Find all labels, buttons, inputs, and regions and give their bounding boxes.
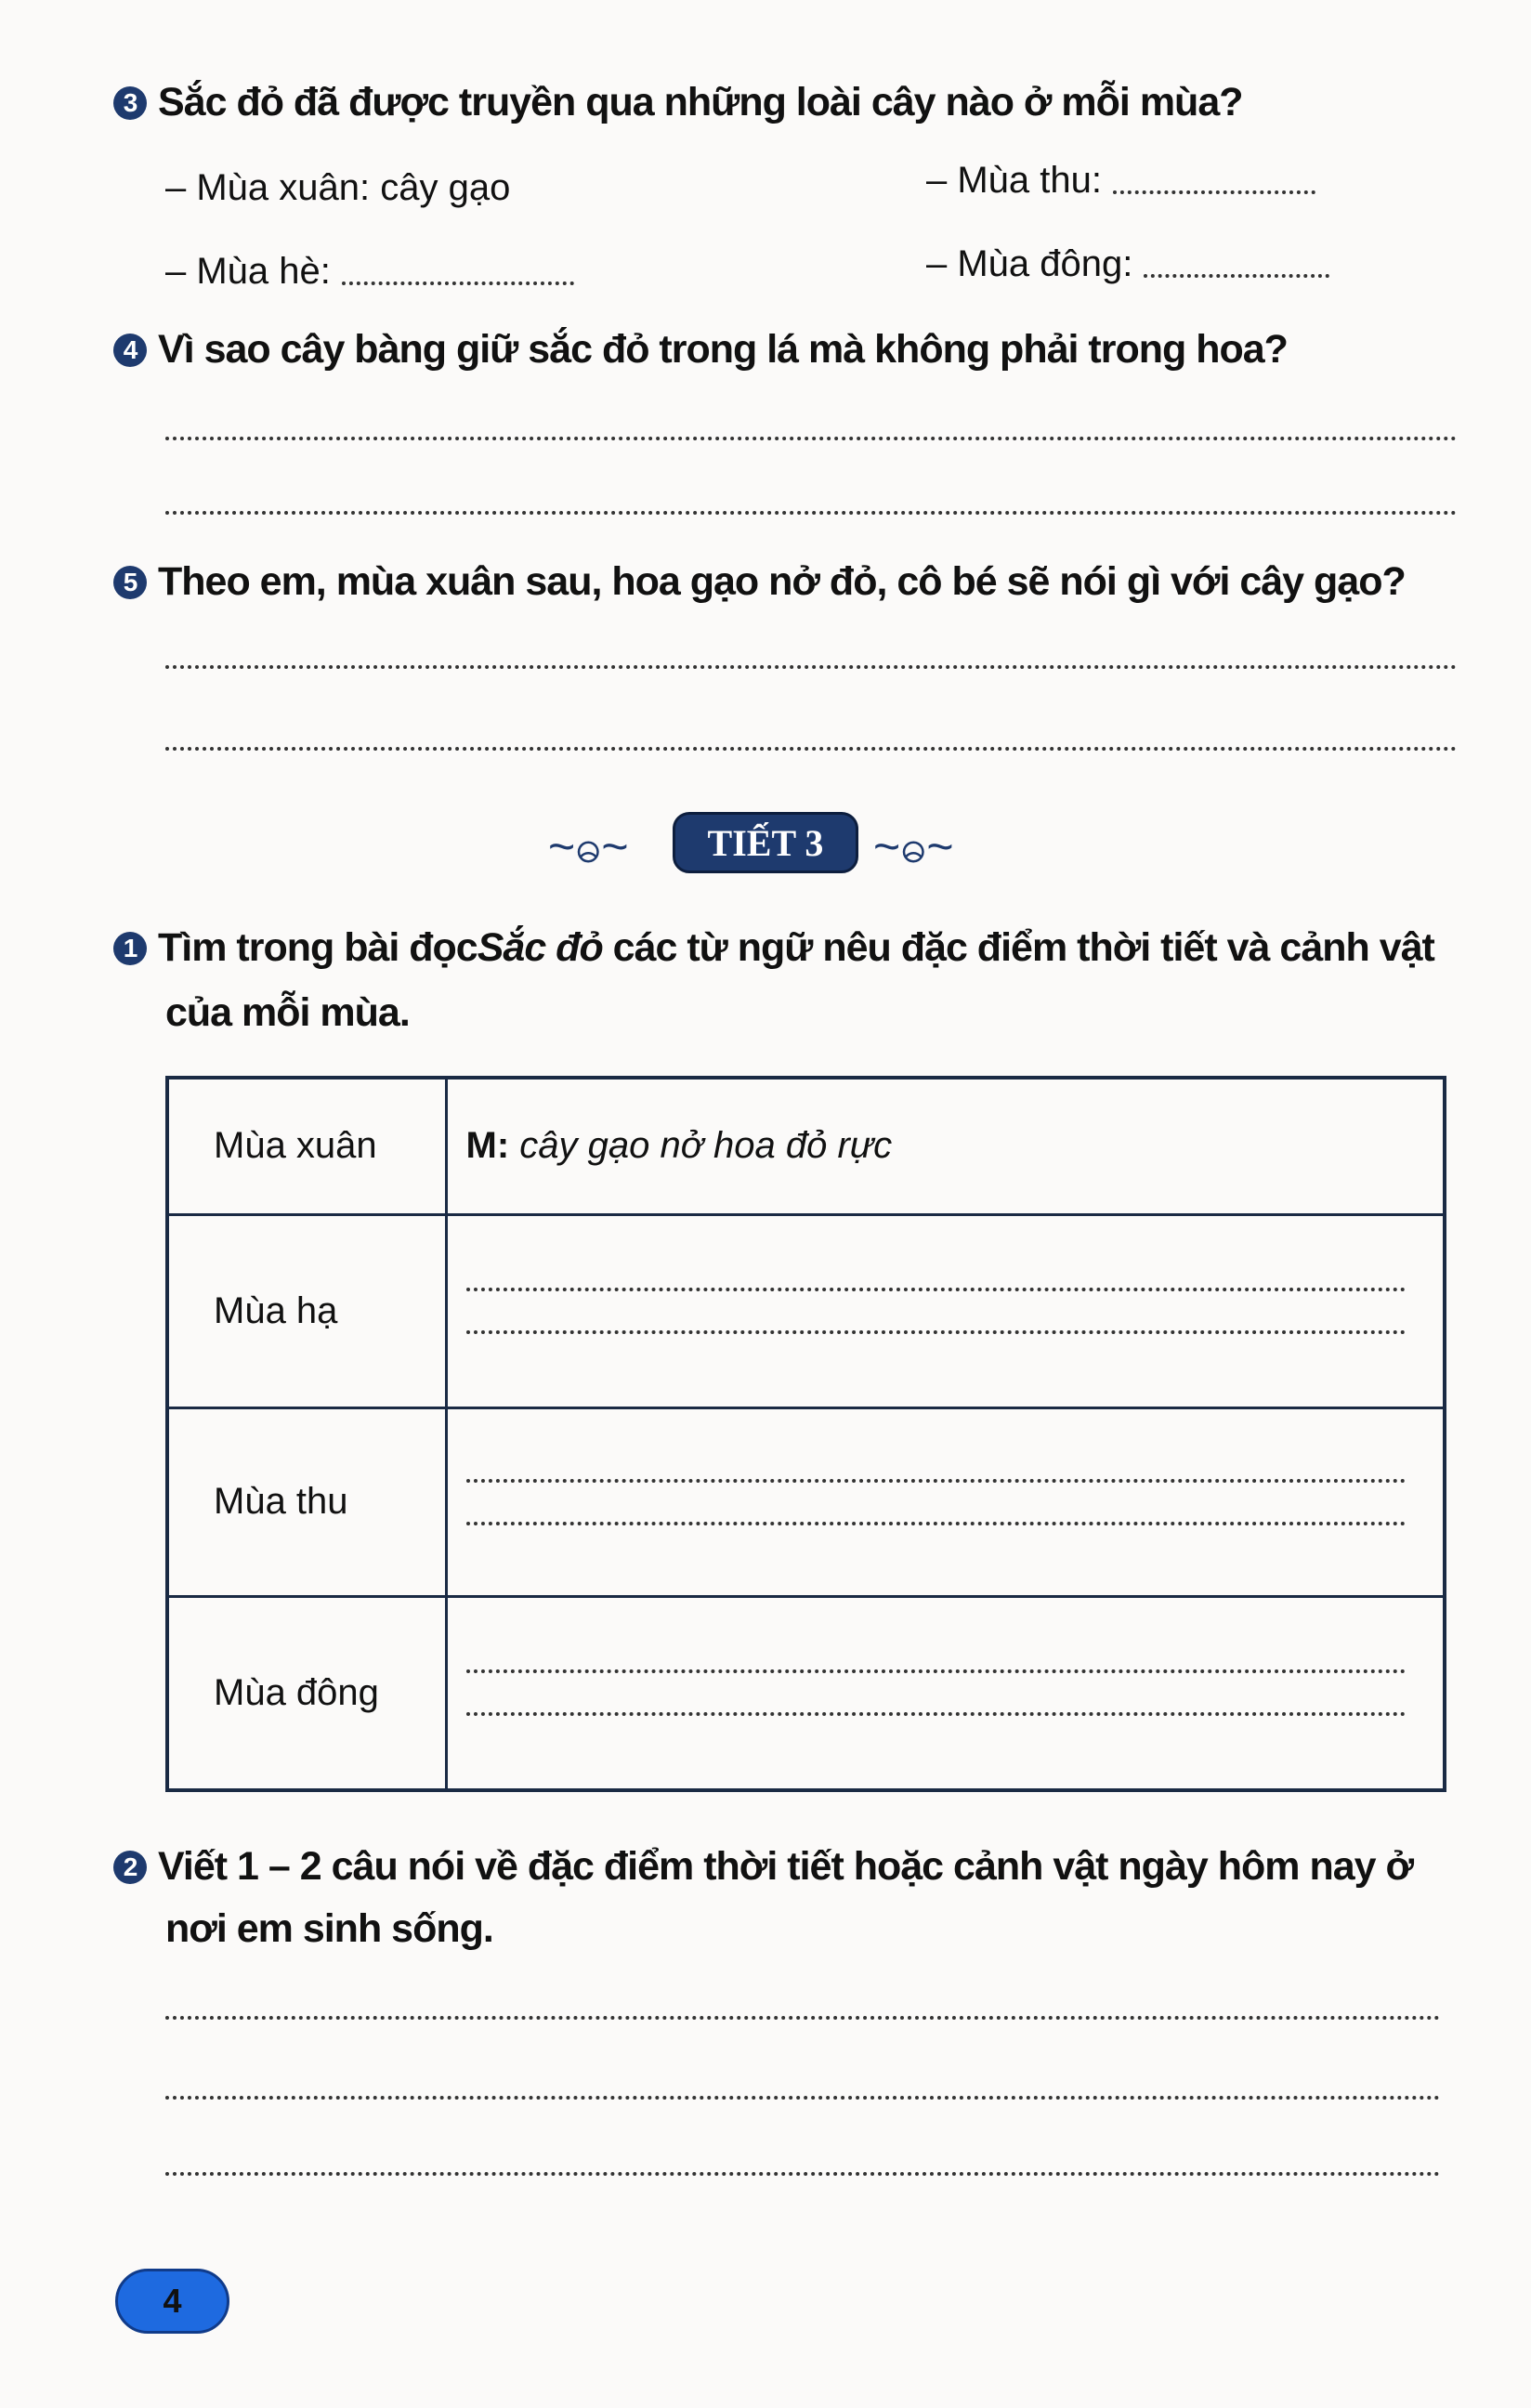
table-row [167, 1596, 1445, 1790]
answer-line[interactable] [165, 511, 1457, 515]
label: – Mùa thu: [926, 160, 1103, 201]
answer-line[interactable] [165, 747, 1457, 751]
task-number: 1 [113, 932, 147, 965]
answer-line[interactable] [466, 1669, 1407, 1673]
table-row [167, 1407, 1445, 1596]
ornament-left-icon: ~ဓ~ [548, 820, 629, 872]
question-text: Theo em, mùa xuân sau, hoa gạo nở đỏ, cô bé sẽ nói gì với cây gạo? [158, 559, 1406, 604]
task-1 [113, 925, 1434, 971]
question-text: Sắc đỏ đã được truyền qua những loài cây nào ở mỗi mùa? [158, 80, 1243, 124]
answer-line[interactable] [466, 1288, 1407, 1291]
table-row [167, 1214, 1445, 1407]
task-1-line2: của mỗi mùa. [165, 990, 410, 1035]
question-3 [113, 80, 1243, 125]
seasons-table [165, 1076, 1446, 1792]
ornament-right-icon: ~ဓ~ [873, 820, 954, 872]
answer-line[interactable] [165, 2172, 1440, 2176]
task-number: 2 [113, 1851, 147, 1884]
answer-summer[interactable] [165, 251, 574, 293]
answer-autumn[interactable] [926, 160, 1315, 202]
answer-line[interactable] [165, 665, 1457, 669]
answer-cell[interactable] [446, 1596, 1445, 1790]
task-text: Viết 1 – 2 câu nói về đặc điểm thời tiết hoặc cảnh vật ngày hôm nay ở [158, 1844, 1414, 1889]
answer-line[interactable] [466, 1330, 1407, 1334]
answer-cell[interactable] [446, 1407, 1445, 1596]
season-cell: Mùa hạ [167, 1214, 446, 1407]
answer-line[interactable] [466, 1522, 1407, 1525]
table-row [167, 1078, 1445, 1214]
page-number: 4 [115, 2269, 229, 2334]
question-4 [113, 327, 1288, 373]
season-cell: Mùa xuân [167, 1078, 446, 1214]
answer-spring [165, 167, 510, 209]
label: – Mùa đông: [926, 243, 1133, 284]
label: – Mùa hè: [165, 251, 331, 292]
task-2-line2: nơi em sinh sống. [165, 1906, 493, 1951]
answer-line[interactable] [165, 2096, 1440, 2100]
answer-blank[interactable] [1113, 190, 1315, 194]
task-text: các từ ngữ nêu đặc điểm thời tiết và cảnh vật [602, 925, 1434, 970]
answer-winter[interactable] [926, 243, 1329, 285]
season-cell: Mùa đông [167, 1596, 446, 1790]
example-text: cây gạo nở hoa đỏ rực [509, 1125, 893, 1167]
task-2 [113, 1844, 1413, 1890]
example-label: M: [465, 1125, 510, 1167]
label: – Mùa xuân: cây gạo [165, 167, 511, 208]
answer-line[interactable] [165, 2016, 1440, 2020]
task-text-italic: Sắc đỏ [477, 925, 603, 970]
question-number: 4 [113, 334, 147, 367]
question-5 [113, 559, 1406, 605]
answer-blank[interactable] [1144, 274, 1329, 278]
answer-line[interactable] [466, 1712, 1407, 1716]
question-text: Vì sao cây bàng giữ sắc đỏ trong lá mà không phải trong hoa? [158, 327, 1288, 372]
answer-cell[interactable] [446, 1214, 1445, 1407]
task-text: Tìm trong bài đọc [158, 925, 478, 970]
question-number: 3 [113, 86, 147, 120]
answer-line[interactable] [466, 1479, 1407, 1483]
example-cell [446, 1078, 1445, 1214]
answer-blank[interactable] [342, 281, 574, 285]
section-title: TIẾT 3 [673, 812, 858, 873]
question-number: 5 [113, 566, 147, 599]
season-cell: Mùa thu [167, 1407, 446, 1596]
answer-line[interactable] [165, 437, 1457, 440]
